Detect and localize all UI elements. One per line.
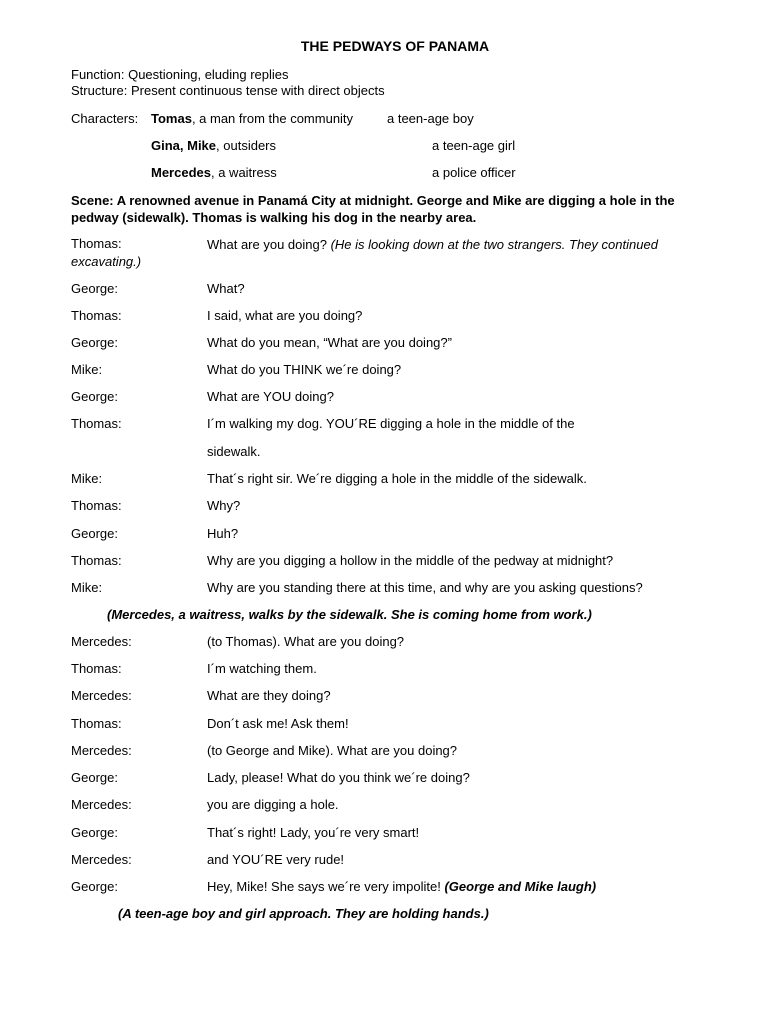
character-entry-right: a teen-age girl	[432, 138, 516, 153]
speaker-label: Mercedes:	[71, 688, 132, 703]
speaker-label: Thomas:	[71, 308, 122, 323]
function-line: Function: Questioning, eluding replies	[71, 67, 289, 82]
speaker-label: George:	[71, 825, 118, 840]
character-entry-right: a police officer	[432, 165, 516, 180]
stage-direction: (He is looking down at the two strangers. They continued excavating.)	[71, 237, 658, 269]
speaker-label: George:	[71, 526, 118, 541]
stage-direction: (Mercedes, a waitress, walks by the sidewalk. She is coming home from work.)	[107, 607, 592, 622]
speaker-label: George:	[71, 335, 118, 350]
character-entry	[151, 138, 276, 154]
dialogue-text: Why are you digging a hollow in the middle of the pedway at midnight?	[207, 553, 614, 568]
dialogue-text: Huh?	[207, 526, 239, 541]
character-desc: , a waitress	[210, 165, 277, 180]
character-name: Mercedes	[151, 165, 211, 180]
speaker-label: Thomas:	[71, 416, 122, 431]
dialogue-text: What do you mean, “What are you doing?”	[207, 335, 452, 350]
dialogue-text: That´s right sir. We´re digging a hole in the middle of the sidewalk.	[207, 471, 587, 486]
speaker-label: Thomas:	[71, 236, 122, 251]
dialogue-text: What?	[207, 281, 245, 296]
speaker-label: Mercedes:	[71, 743, 132, 758]
characters-label: Characters:	[71, 111, 139, 126]
speaker-label: George:	[71, 389, 118, 404]
dialogue-text: What are they doing?	[207, 688, 331, 703]
dialogue-text: I said, what are you doing?	[207, 308, 363, 323]
dialogue-line	[207, 879, 596, 895]
speaker-label: Mike:	[71, 580, 103, 595]
character-name: Tomas	[151, 111, 192, 126]
character-desc: , a man from the community	[191, 111, 354, 126]
speaker-label: Mercedes:	[71, 852, 132, 867]
dialogue-text: and YOU´RE very rude!	[207, 852, 345, 867]
dialogue-text: What do you THINK we´re doing?	[207, 362, 402, 377]
speaker-label: George:	[71, 879, 118, 894]
dialogue-text: I´m watching them.	[207, 661, 317, 676]
dialogue-text: you are digging a hole.	[207, 797, 339, 812]
speaker-label: George:	[71, 770, 118, 785]
character-entry	[151, 111, 353, 127]
speaker-label: Mercedes:	[71, 797, 132, 812]
speaker-label: George:	[71, 281, 118, 296]
dialogue-text: (to Thomas). What are you doing?	[207, 634, 405, 649]
dialogue-text: What are you doing?	[207, 237, 331, 252]
speaker-label: Mike:	[71, 362, 103, 377]
dialogue-text: Why?	[207, 498, 241, 513]
dialogue-text: That´s right! Lady, you´re very smart!	[207, 825, 420, 840]
character-entry	[151, 165, 277, 181]
stage-direction: (A teen-age boy and girl approach. They are holding hands.)	[118, 906, 489, 921]
scene-description: Scene: A renowned avenue in Panamá City at midnight. George and Mike are digging a hole in the pedway (sidewalk). Thomas is walking his dog in the nearby area.	[71, 193, 675, 225]
dialogue-text: I´m walking my dog. YOU´RE digging a hole in the middle of the	[207, 416, 575, 431]
character-desc: , outsiders	[216, 138, 277, 153]
dialogue-text: Lady, please! What do you think we´re doing?	[207, 770, 470, 785]
dialogue-text: What are YOU doing?	[207, 389, 334, 404]
dialogue-text: Hey, Mike! She says we´re very impolite!	[207, 879, 445, 894]
speaker-label: Mike:	[71, 471, 103, 486]
page-title: THE PEDWAYS OF PANAMA	[300, 38, 490, 54]
dialogue-text: Why are you standing there at this time, and why are you asking questions?	[207, 580, 643, 595]
character-entry-right: a teen-age boy	[387, 111, 474, 126]
dialogue-text: Don´t ask me! Ask them!	[207, 716, 349, 731]
dialogue-text-continued: sidewalk.	[207, 444, 261, 459]
speaker-label: Thomas:	[71, 498, 122, 513]
speaker-label: Thomas:	[71, 661, 122, 676]
speaker-label: Thomas:	[71, 716, 122, 731]
speaker-label: Thomas:	[71, 553, 122, 568]
stage-direction: (George and Mike laugh)	[444, 879, 597, 894]
character-name: Gina, Mike	[151, 138, 217, 153]
dialogue-text: (to George and Mike). What are you doing?	[207, 743, 458, 758]
dialogue-line	[71, 236, 711, 270]
structure-line: Structure: Present continuous tense with direct objects	[71, 83, 385, 98]
speaker-label: Mercedes:	[71, 634, 132, 649]
